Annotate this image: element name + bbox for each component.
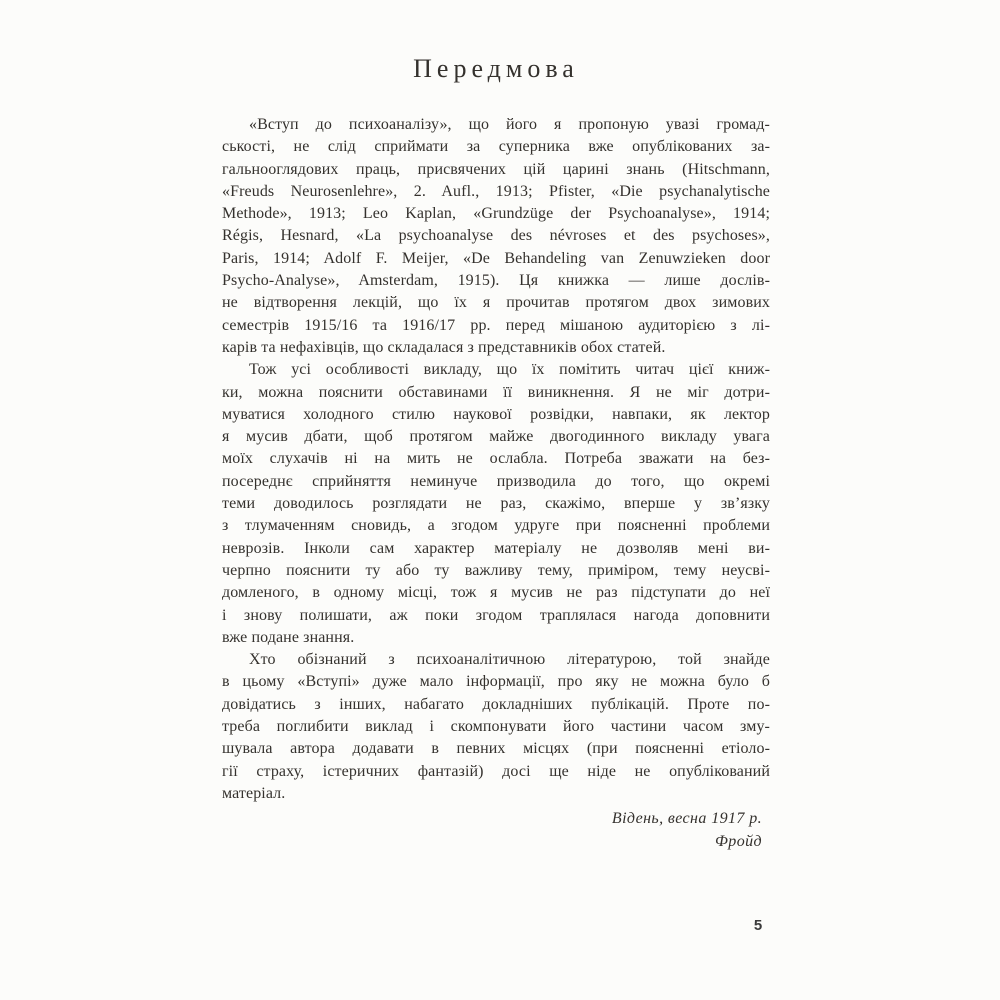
text-line: гії страху, істеричних фантазій) досі ще ніде не опублікований: [222, 762, 770, 780]
text-line: гальнооглядових праць, присвячених цій царині знань (Hitschmann,: [222, 160, 770, 178]
text-line: черпно пояснити ту або ту важливу тему, приміром, тему неусві-: [222, 561, 770, 579]
text-line: шувала автора додавати в певних місцях (при поясненні етіоло-: [222, 740, 770, 758]
text-line: семестрів 1915/16 та 1916/17 рр. перед мішаною аудиторією з лі-: [222, 316, 770, 334]
text-line: Paris, 1914; Adolf F. Meijer, «De Behandeling van Zenuwzieken door: [222, 249, 770, 267]
text-line: неврозів. Інколи сам характер матеріалу не дозволяв мені ви-: [222, 539, 770, 557]
text-line: ки, можна пояснити обставинами її виникнення. Я не міг дотри-: [222, 383, 770, 401]
text-line: посереднє сприйняття неминуче призводила до того, що окремі: [222, 472, 770, 490]
text-line: Methode», 1913; Leo Kaplan, «Grundzüge der Psychoanalyse», 1914;: [222, 205, 770, 223]
signature-author: Фройд: [715, 832, 762, 850]
signature-place-date: Відень, весна 1917 р.: [611, 810, 762, 828]
text-line: «Freuds Neurosenlehre», 2. Aufl., 1913; Pfister, «Die psychanalytische: [222, 182, 770, 200]
text-line: Хто обізнаний з психоаналітичною літературою, той знайде: [249, 651, 770, 669]
text-line: теми доводилось розглядати не раз, скажімо, вперше у зв’язку: [222, 495, 770, 513]
text-line: Psycho-Analyse», Amsterdam, 1915). Ця книжка — лише дослів-: [222, 272, 770, 290]
text-line: матеріал.: [222, 784, 286, 802]
text-line: не відтворення лекцій, що їх я прочитав протягом двох зимових: [222, 294, 770, 312]
text-line: Тож усі особливості викладу, що їх помітить читач цієї книж-: [249, 361, 770, 379]
page-title: Передмова: [413, 54, 579, 83]
page-number: 5: [753, 917, 763, 934]
text-line: муватися холодного стилю наукової розвідки, навпаки, як лектор: [222, 405, 770, 423]
text-line: домленого, в одному місці, тож я мусив не раз підступати до неї: [222, 584, 770, 602]
text-line: я мусив дбати, щоб протягом майже двогодинного викладу увага: [222, 428, 770, 446]
text-line: Régis, Hesnard, «La psychoanalyse des névroses et des psychoses»,: [222, 227, 770, 245]
text-line: ськості, не слід сприймати за суперника вже опублікованих за-: [222, 138, 770, 156]
signature-block: [222, 808, 770, 853]
text-line: в цьому «Вступі» дуже мало інформації, про яку не можна було б: [222, 673, 770, 691]
paragraphs-container: [222, 114, 770, 805]
text-line: моїх слухачів ні на мить не ослабла. Потреба зважати на без-: [222, 450, 770, 468]
text-line: карів та нефахівців, що складалася з представників обох статей.: [222, 338, 666, 356]
text-block: [222, 114, 770, 853]
text-line: треба поглибити виклад і скомпонувати його частини часом зму-: [222, 718, 770, 736]
text-line: з тлумаченням сновидь, а згодом удруге при поясненні проблеми: [222, 517, 770, 535]
text-line: довідатись з інших, набагато докладніших публікацій. Проте по-: [222, 695, 770, 713]
text-line: вже подане знання.: [222, 628, 355, 646]
text-line: і знову полишати, аж поки згодом траплялася нагода доповнити: [222, 606, 770, 624]
text-line: «Вступ до психоаналізу», що його я пропоную увазі громад-: [249, 116, 770, 133]
